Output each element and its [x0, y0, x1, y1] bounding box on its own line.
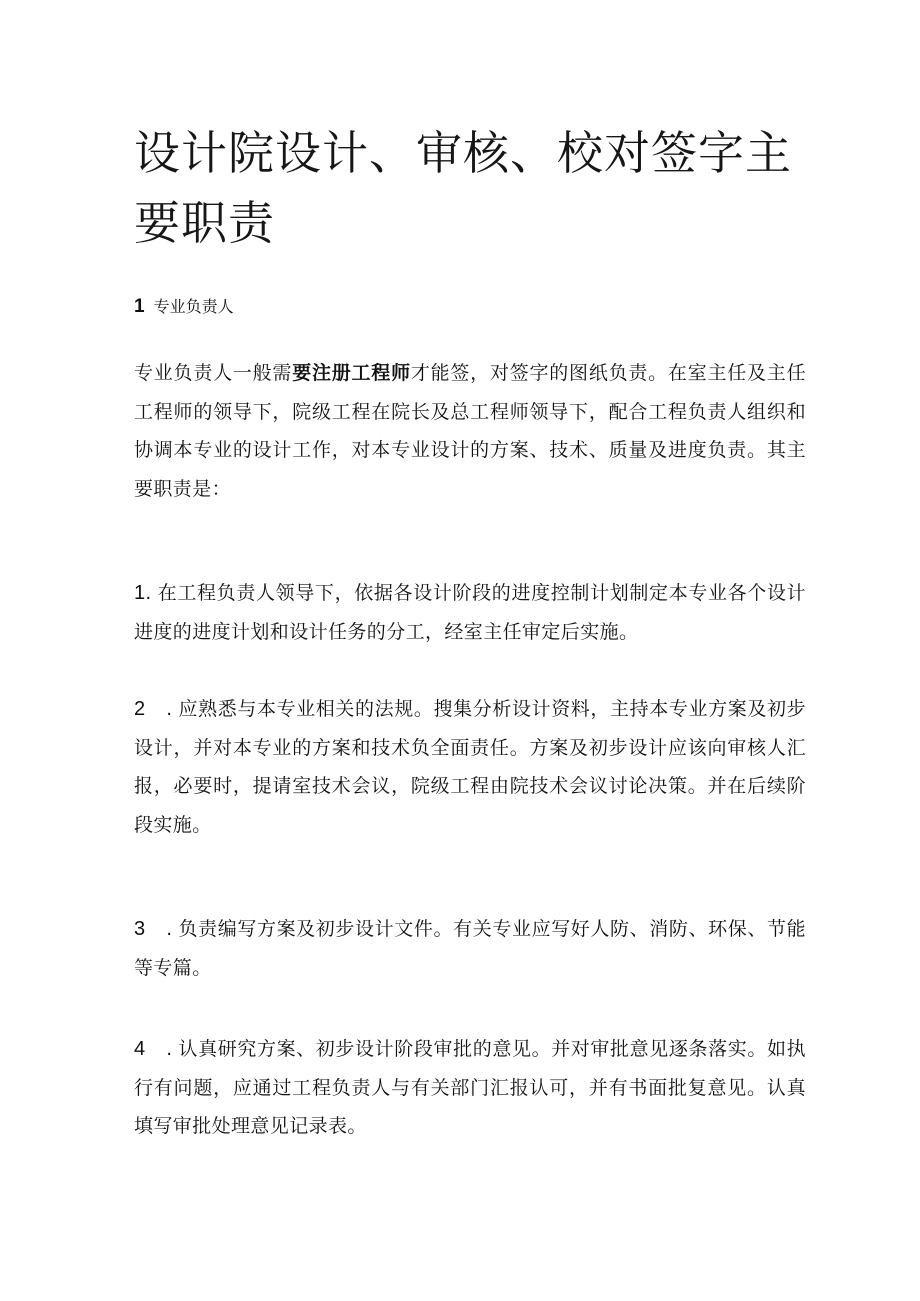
list-item-text: 应熟悉与本专业相关的法规。搜集分析设计资料，主持本专业方案及初步设计，并对本专业的方案和技术负全面责任。方案及初步设计应该向审核人汇报，必要时，提请室技术会议，院级工程由院技术会议讨论决策。并在后续阶段实施。	[134, 698, 806, 836]
section-heading-text: 专业负责人	[153, 297, 234, 316]
list-item	[134, 690, 806, 844]
section-heading	[134, 294, 234, 320]
list-item-text: 负责编写方案及初步设计文件。有关专业应写好人防、消防、环保、节能等专篇。	[134, 918, 806, 979]
section-number: 1	[134, 296, 145, 317]
intro-text-a: 专业负责人一般需	[134, 362, 293, 384]
list-item-number: 2 .	[134, 698, 179, 720]
list-item	[134, 910, 806, 987]
list-item-number: 3 .	[134, 918, 179, 940]
list-item	[134, 574, 806, 651]
intro-text-b: 才能签，对签字的图纸负责。在室主任及主任工程师的领导下，院级工程在院长及总工程师领导下，配合工程负责人组织和协调本专业的设计工作，对本专业设计的方案、技术、质量及进度负责。其主要职责是：	[134, 362, 806, 500]
intro-paragraph	[134, 354, 806, 508]
list-item-number: 4 .	[134, 1038, 179, 1060]
list-item	[134, 1030, 806, 1146]
list-item-text: 认真研究方案、初步设计阶段审批的意见。并对审批意见逐条落实。如执行有问题，应通过工程负责人与有关部门汇报认可，并有书面批复意见。认真填写审批处理意见记录表。	[134, 1038, 806, 1137]
list-item-text: 在工程负责人领导下，依据各设计阶段的进度控制计划制定本专业各个设计进度的进度计划和设计任务的分工，经室主任审定后实施。	[134, 582, 807, 643]
document-title: 设计院设计、审核、校对签字主要职责	[134, 126, 792, 250]
list-item-number: 1.	[134, 582, 158, 604]
intro-text-bold: 要注册工程师	[292, 362, 411, 384]
